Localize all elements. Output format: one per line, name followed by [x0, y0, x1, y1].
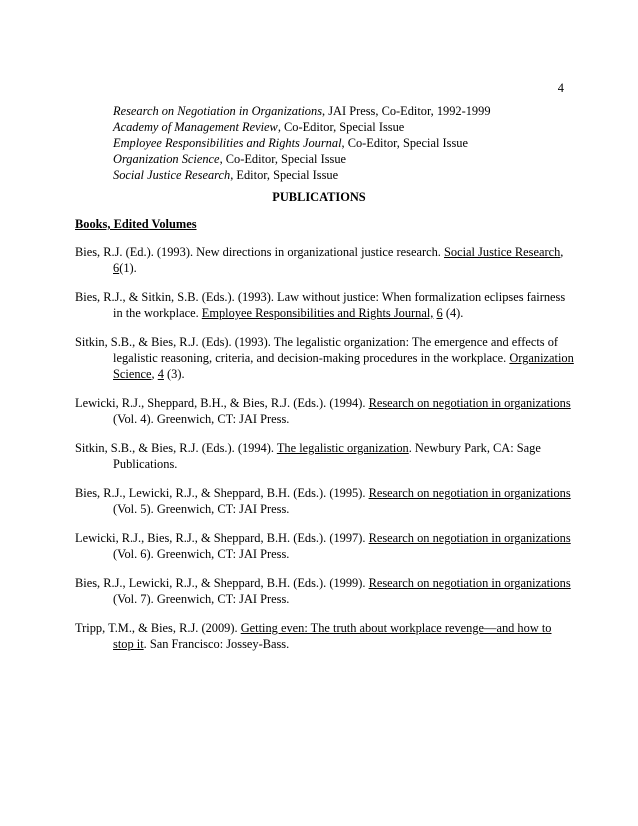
publication-title: Research on Negotiation in Organizations — [113, 104, 323, 118]
entry-title: Social Justice Research — [443, 245, 561, 259]
publication-entry — [75, 440, 575, 472]
entry-text: , — [560, 245, 564, 259]
entry-text: (Vol. 5). Greenwich, CT: JAI Press. — [113, 502, 290, 516]
entry-text: . San Francisco: Jossey-Bass. — [143, 637, 290, 651]
publication-entry — [75, 530, 575, 562]
publication-title: Social Justice Research — [113, 168, 231, 182]
role-text: , Co-Editor, Special Issue — [277, 120, 405, 134]
subheading: Books, Edited Volumes — [75, 217, 197, 231]
entry-text: Bies, R.J., Lewicki, R.J., & Sheppard, B.H. (Eds.). (1999). — [75, 576, 369, 590]
role-text: , JAI Press, Co-Editor, 1992-1999 — [322, 104, 491, 118]
page-number: 4 — [557, 81, 564, 95]
entry-text: Lewicki, R.J., Bies, R.J., & Sheppard, B.H. (Eds.). (1997). — [75, 531, 369, 545]
role-text: , Editor, Special Issue — [230, 168, 339, 182]
entry-text: Sitkin, S.B., & Bies, R.J. (Eds.). (1994). — [75, 441, 277, 455]
editorial-role — [113, 135, 573, 151]
editorial-role — [113, 167, 573, 183]
role-text: , Co-Editor, Special Issue — [341, 136, 468, 150]
publication-entry — [75, 334, 575, 382]
entry-title: Research on negotiation in organizations — [368, 576, 571, 590]
editorial-role — [113, 103, 573, 119]
entry-title: The legalistic organization — [276, 441, 409, 455]
publication-entry — [75, 575, 575, 607]
entry-text: Bies, R.J., Lewicki, R.J., & Sheppard, B.H. (Eds.). (1995). — [75, 486, 369, 500]
publication-entry — [75, 395, 575, 427]
entry-title: Getting even: The truth about workplace revenge—and how to stop it — [113, 621, 552, 651]
publication-title: Academy of Management Review — [113, 120, 278, 134]
entry-volume: 6 — [436, 306, 443, 320]
entry-text: (3). — [163, 367, 185, 381]
entry-text: Sitkin, S.B., & Bies, R.J. (Eds). (1993). The legalistic organization: The emergence and effects of legalistic reasoning, criteria, and decision-making procedures in the workplace. — [75, 335, 559, 365]
entry-text: , — [151, 367, 158, 381]
publication-entry — [75, 485, 575, 517]
entry-text: (Vol. 7). Greenwich, CT: JAI Press. — [113, 592, 290, 606]
entry-text: (4). — [442, 306, 464, 320]
editorial-role — [113, 119, 573, 135]
entry-text: . Newbury Park, CA: Sage Publications. — [113, 441, 541, 471]
editorial-role — [113, 151, 573, 167]
entry-title: Employee Responsibilities and Rights Journal, — [201, 306, 434, 320]
entry-volume: 4 — [157, 367, 164, 381]
publication-list — [75, 244, 575, 665]
entry-title: Research on negotiation in organizations — [368, 396, 571, 410]
section-title: PUBLICATIONS — [272, 190, 366, 204]
entry-title: Organization Science — [113, 351, 574, 381]
editorial-roles — [113, 103, 573, 183]
entry-text: Bies, R.J. (Ed.). (1993). New directions in organizational justice research. — [75, 245, 444, 259]
role-text: , Co-Editor, Special Issue — [219, 152, 347, 166]
publication-entry — [75, 244, 575, 276]
entry-title: Research on negotiation in organizations — [368, 486, 571, 500]
entry-text: Bies, R.J., & Sitkin, S.B. (Eds.). (1993). Law without justice: When formalization eclipses fairness in the workplace. — [75, 290, 566, 320]
entry-text: (Vol. 4). Greenwich, CT: JAI Press. — [113, 412, 290, 426]
entry-text: (1). — [119, 261, 137, 275]
publication-entry — [75, 620, 575, 652]
publication-title: Employee Responsibilities and Rights Journal — [113, 136, 342, 150]
publication-entry — [75, 289, 575, 321]
entry-text: (Vol. 6). Greenwich, CT: JAI Press. — [113, 547, 290, 561]
entry-volume: 6 — [113, 261, 120, 275]
entry-text: Lewicki, R.J., Sheppard, B.H., & Bies, R.J. (Eds.). (1994). — [75, 396, 369, 410]
entry-title: Research on negotiation in organizations — [368, 531, 571, 545]
entry-text: Tripp, T.M., & Bies, R.J. (2009). — [75, 621, 241, 635]
publication-title: Organization Science — [113, 152, 220, 166]
